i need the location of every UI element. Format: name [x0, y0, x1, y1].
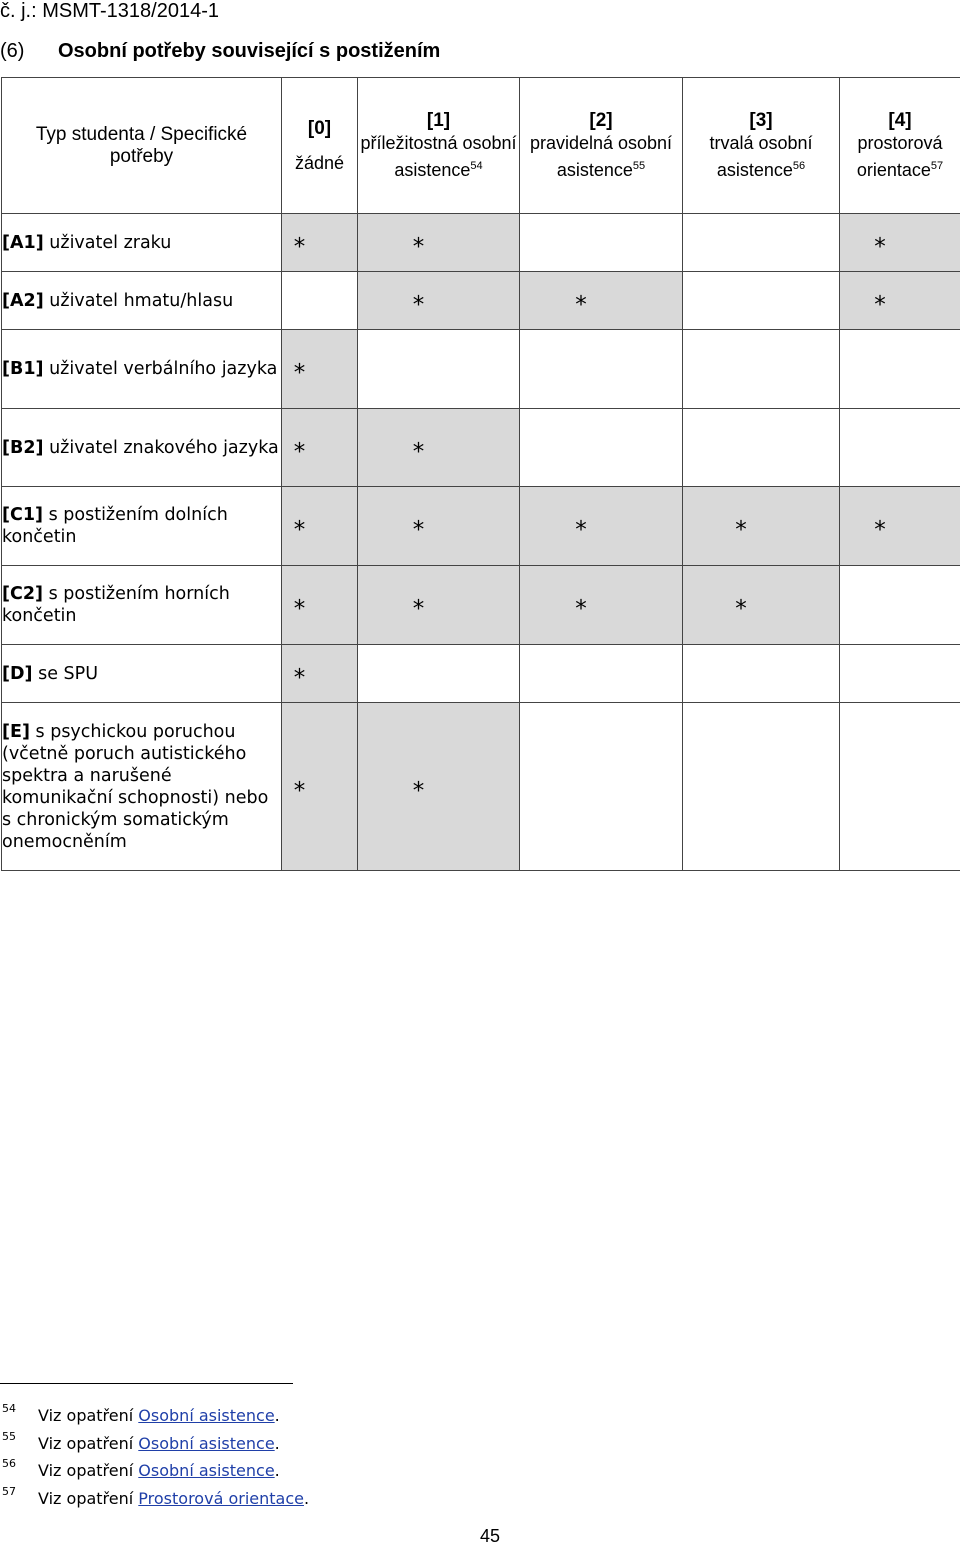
footnote-link[interactable]: Osobní asistence: [138, 1433, 275, 1453]
table-row: [2, 703, 960, 871]
table-row: [2, 566, 960, 645]
column-code: [4]: [888, 110, 912, 131]
column-label: pravidelná osobní asistence: [529, 133, 673, 180]
asterisk-mark: *: [293, 777, 306, 804]
table-cell: [683, 272, 840, 330]
column-code: [1]: [426, 110, 451, 131]
table-cell: [520, 566, 683, 645]
table-cell: [840, 645, 960, 703]
table-header-row: [2, 78, 960, 214]
table-cell: [282, 272, 358, 330]
footnote-ref: 56: [792, 160, 806, 172]
table-row: [2, 645, 960, 703]
footnote-link[interactable]: Osobní asistence: [138, 1406, 275, 1425]
table-cell: [840, 272, 960, 330]
asterisk-mark: *: [412, 233, 425, 260]
table-cell: [683, 487, 840, 566]
footnote-end: .: [274, 1461, 280, 1481]
table-cell: [358, 330, 520, 409]
row-code: [A2]: [2, 290, 44, 311]
row-code: [C1]: [2, 505, 44, 525]
row-label: [2, 566, 282, 645]
footnote-separator: [0, 1383, 293, 1384]
table-cell: [683, 409, 840, 487]
footnote-link[interactable]: Prostorová orientace: [138, 1489, 304, 1509]
table-cell: [520, 487, 683, 566]
column-header-2: [520, 78, 683, 214]
table-cell: [840, 703, 960, 871]
table-cell: [282, 645, 358, 703]
footnote-number: 56: [2, 1457, 16, 1471]
footnote-ref: 54: [470, 160, 483, 172]
table-cell: [840, 214, 960, 272]
asterisk-mark: *: [575, 517, 587, 543]
row-label: [2, 330, 282, 409]
page-number: 45: [479, 1526, 501, 1546]
table-cell: [282, 330, 358, 409]
column-header-3: [683, 78, 840, 214]
table-cell: [520, 214, 683, 272]
column-label: příležitostná osobní asistence: [360, 133, 517, 180]
table-cell: [520, 272, 683, 330]
row-code: [D]: [2, 663, 33, 684]
table-cell: [683, 566, 840, 645]
row-text: uživatel hmatu/hlasu: [49, 290, 234, 311]
table-cell: [683, 330, 840, 409]
table-cell: [520, 703, 683, 871]
row-code: [B2]: [2, 437, 44, 458]
asterisk-mark: *: [575, 596, 587, 622]
table-cell: [358, 272, 520, 330]
row-text: uživatel verbálního jazyka: [49, 359, 278, 379]
footnote-ref: 57: [930, 160, 944, 172]
asterisk-mark: *: [874, 291, 886, 318]
row-code: [A1]: [2, 232, 44, 253]
column-label: žádné: [294, 152, 345, 173]
asterisk-mark: *: [874, 517, 886, 543]
footnote-end: .: [274, 1406, 280, 1425]
table-cell: [358, 703, 520, 871]
footnote-number: 55: [2, 1429, 16, 1443]
row-label: [2, 703, 282, 871]
table-cell: [358, 566, 520, 645]
column-header-0: [282, 78, 358, 214]
table-row: [2, 330, 960, 409]
asterisk-mark: *: [293, 517, 306, 543]
asterisk-mark: *: [412, 777, 425, 804]
row-code: [B1]: [2, 359, 44, 379]
asterisk-mark: *: [293, 438, 306, 465]
footnote-text: Viz opatření: [38, 1433, 139, 1453]
asterisk-mark: *: [412, 517, 425, 543]
column-label: trvalá osobní asistence: [709, 133, 813, 180]
table-cell: [358, 409, 520, 487]
asterisk-mark: *: [412, 596, 425, 622]
table-cell: [840, 409, 960, 487]
table-cell: [683, 214, 840, 272]
table-cell: [840, 487, 960, 566]
table-cell: [358, 487, 520, 566]
table-cell: [520, 330, 683, 409]
table-cell: [282, 214, 358, 272]
table-row: [2, 487, 960, 566]
row-label: [2, 645, 282, 703]
row-text: uživatel znakového jazyka: [49, 437, 279, 458]
document-reference: č. j.: MSMT-1318/2014-1: [0, 0, 219, 22]
asterisk-mark: *: [412, 438, 425, 465]
table-cell: [282, 566, 358, 645]
row-code: [E]: [2, 721, 30, 742]
footnote-end: .: [274, 1433, 280, 1453]
table-cell: [520, 645, 683, 703]
row-text: s postižením horních končetin: [2, 584, 230, 626]
section-number: (6): [0, 40, 25, 62]
footnote-text: Viz opatření: [38, 1461, 139, 1481]
column-label: prostorová orientace: [856, 133, 943, 180]
footnote-ref: 55: [632, 160, 646, 172]
table-cell: [282, 409, 358, 487]
table-cell: [520, 409, 683, 487]
row-label: [2, 214, 282, 272]
table-cell: [282, 487, 358, 566]
asterisk-mark: *: [293, 664, 306, 691]
asterisk-mark: *: [575, 291, 587, 318]
section-heading: [0, 40, 900, 63]
column-header-4: [840, 78, 960, 214]
row-text: s psychickou poruchou (včetně poruch autistického spektra a narušené komunikační schopnosti) nebo s chronickým somatickým onemocněním: [2, 721, 269, 852]
asterisk-mark: *: [735, 596, 747, 622]
row-text: se SPU: [38, 663, 99, 684]
table-cell: [358, 214, 520, 272]
table-cell: [683, 703, 840, 871]
row-code: [C2]: [2, 584, 44, 604]
table-row: [2, 214, 960, 272]
row-label: [2, 487, 282, 566]
column-code: [3]: [749, 110, 773, 131]
footnote-text: Viz opatření: [38, 1489, 139, 1509]
needs-table: [1, 77, 960, 871]
footnote-number: 57: [2, 1485, 16, 1499]
row-label: [2, 409, 282, 487]
asterisk-mark: *: [412, 291, 425, 318]
asterisk-mark: *: [293, 233, 306, 260]
table-cell: [282, 703, 358, 871]
column-header-1: [358, 78, 520, 214]
footnote-number: 54: [2, 1402, 16, 1415]
asterisk-mark: *: [293, 360, 306, 386]
footnote-text: Viz opatření: [38, 1406, 139, 1425]
column-code: [2]: [589, 110, 613, 131]
row-text: uživatel zraku: [49, 232, 172, 253]
asterisk-mark: *: [874, 233, 886, 260]
row-label: [2, 272, 282, 330]
asterisk-mark: *: [293, 596, 306, 622]
table-cell: [358, 645, 520, 703]
section-title: Osobní potřeby související s postižením: [58, 40, 441, 62]
footnote-end: .: [303, 1489, 310, 1509]
footnote-link[interactable]: Osobní asistence: [138, 1461, 275, 1481]
table-cell: [840, 330, 960, 409]
row-text: s postižením dolních končetin: [2, 505, 228, 547]
table-cell: [840, 566, 960, 645]
corner-header: Typ studenta / Specifické potřeby: [2, 78, 282, 214]
column-code: [0]: [307, 117, 332, 139]
table-row: [2, 409, 960, 487]
table-row: [2, 272, 960, 330]
table-cell: [683, 645, 840, 703]
asterisk-mark: *: [735, 517, 747, 543]
